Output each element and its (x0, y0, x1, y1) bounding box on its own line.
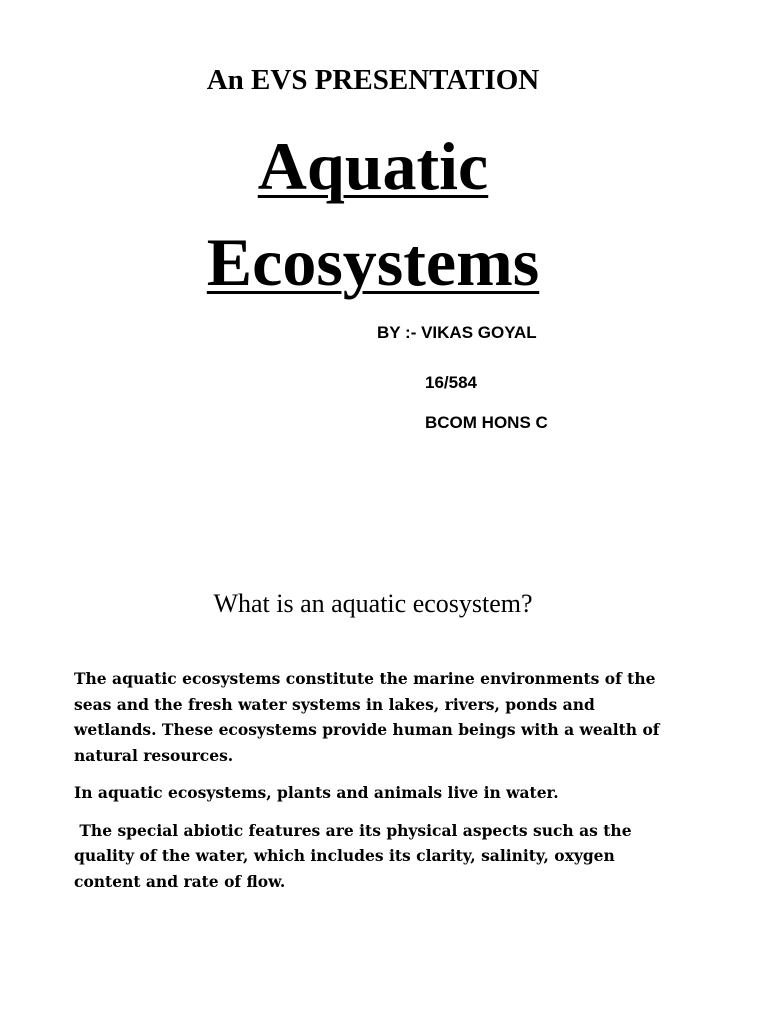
page-title (0, 118, 746, 310)
paragraph-1: The aquatic ecosystems constitute the marine environments of the seas and the fresh water systems in lakes, rivers, ponds and wetlands. These ecosystems provide human beings with a wealth of natural resources. (74, 669, 660, 765)
title-line-2: Ecosystems (206, 224, 540, 300)
body-text (74, 666, 674, 906)
author-name: BY :- VIKAS GOYAL (377, 323, 537, 342)
section-heading: What is an aquatic ecosystem? (213, 589, 533, 618)
paragraph-2: In aquatic ecosystems, plants and animals live in water. (74, 783, 559, 802)
author-roll-number: 16/584 (425, 373, 477, 392)
presentation-subtitle: An EVS PRESENTATION (206, 64, 540, 96)
paragraph-3: The special abiotic features are its physical aspects such as the quality of the water, which includes its clarity, salinity, oxygen content and rate of flow. (74, 820, 632, 891)
title-line-1: Aquatic (257, 128, 489, 204)
author-class: BCOM HONS C (425, 413, 548, 432)
